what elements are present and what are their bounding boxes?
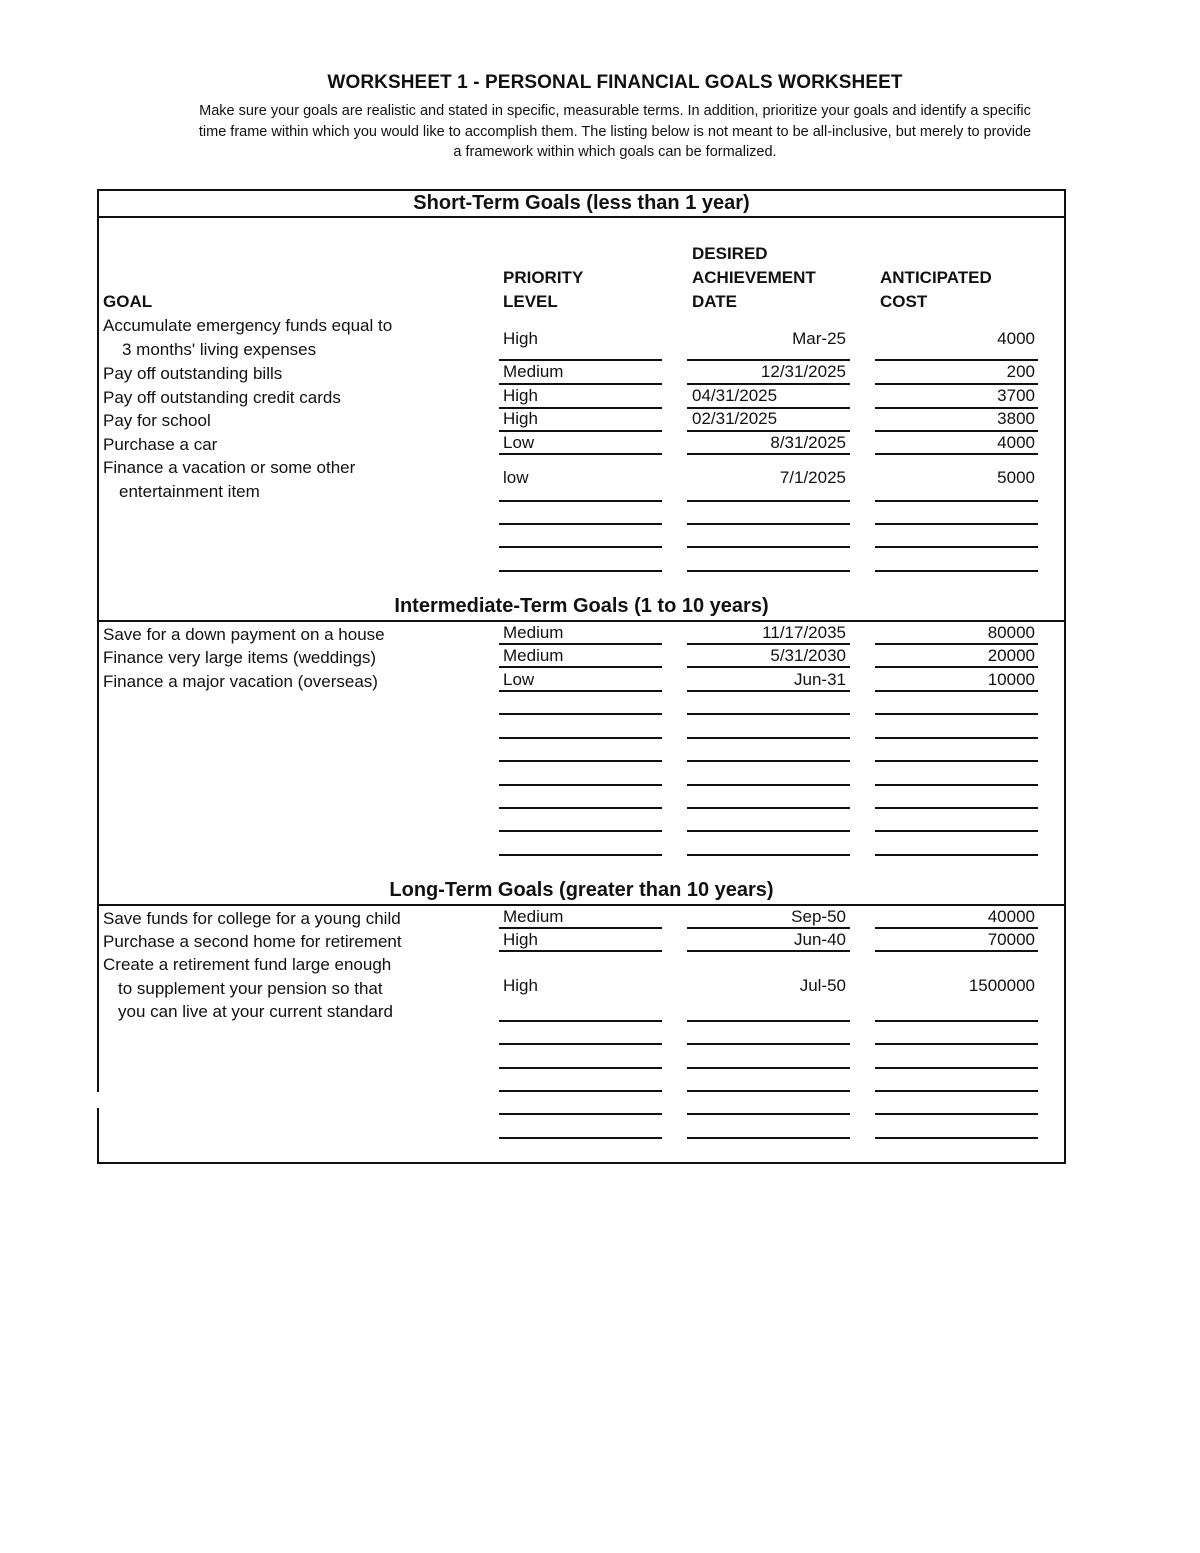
long-date-3: Jul-50: [799, 976, 846, 995]
short-date-3: 04/31/2025: [692, 386, 778, 405]
short-term-section-title: Short-Term Goals (less than 1 year): [413, 192, 750, 214]
intermediate-date-1: 11/17/2035: [762, 623, 846, 642]
long-term-divider: [97, 904, 1064, 906]
line: [499, 666, 662, 668]
short-priority-1: High: [503, 329, 538, 348]
line: [875, 784, 1038, 786]
line: [687, 666, 850, 668]
line: [499, 383, 662, 385]
line: [875, 643, 1038, 645]
line: [687, 1137, 850, 1139]
short-date-5: 8/31/2025: [770, 433, 846, 452]
intro-line-1: Make sure your goals are realistic and stated in specific, measurable terms. In addition, prioritize your goals and identify a specific: [199, 103, 1031, 119]
line: [499, 1067, 662, 1069]
intermediate-goal-1: Save for a down payment on a house: [103, 625, 385, 644]
line: [875, 1020, 1038, 1022]
intermediate-cost-1: 80000: [987, 623, 1035, 642]
short-cost-3: 3700: [997, 386, 1035, 405]
short-cost-6: 5000: [997, 468, 1035, 487]
line: [499, 1137, 662, 1139]
line: [687, 690, 850, 692]
intermediate-goal-2: Finance very large items (weddings): [103, 648, 377, 667]
line: [687, 523, 850, 525]
line: [875, 453, 1038, 455]
line: [875, 807, 1038, 809]
line: [875, 737, 1038, 739]
short-goal-6-line-2: entertainment item: [119, 481, 260, 501]
line: [687, 407, 850, 409]
intermediate-priority-2: Medium: [503, 646, 564, 665]
header-date-3: DATE: [692, 292, 738, 311]
short-date-1: Mar-25: [792, 329, 846, 348]
short-goal-1-line-2: 3 months' living expenses: [122, 339, 317, 359]
short-priority-6: low: [503, 468, 529, 487]
intermediate-date-2: 5/31/2030: [770, 646, 846, 665]
header-date-2: ACHIEVEMENT: [692, 268, 816, 287]
line: [687, 784, 850, 786]
short-term-divider: [97, 216, 1064, 218]
line: [875, 570, 1038, 572]
short-date-6: 7/1/2025: [779, 468, 846, 487]
short-goal-2: Pay off outstanding bills: [103, 364, 283, 383]
line: [499, 430, 662, 432]
line: [499, 407, 662, 409]
long-cost-1: 40000: [987, 907, 1035, 926]
line: [875, 1043, 1038, 1045]
line: [875, 546, 1038, 548]
line: [499, 546, 662, 548]
short-goal-1: [103, 314, 392, 361]
long-term-section-title: Long-Term Goals (greater than 10 years): [389, 879, 774, 901]
line: [875, 760, 1038, 762]
line: [875, 666, 1038, 668]
line: [499, 453, 662, 455]
line: [499, 643, 662, 645]
line: [687, 500, 850, 502]
line: [499, 359, 662, 361]
line: [687, 830, 850, 832]
line: [499, 807, 662, 809]
line: [687, 453, 850, 455]
short-goal-6: [103, 456, 355, 503]
line: [875, 500, 1038, 502]
line: [687, 760, 850, 762]
short-priority-2: Medium: [503, 362, 564, 381]
line: [875, 1090, 1038, 1092]
intermediate-cost-3: 10000: [987, 670, 1035, 689]
short-goal-3: Pay off outstanding credit cards: [103, 388, 341, 407]
frame-gap: [97, 1092, 99, 1108]
line: [499, 737, 662, 739]
intro-line-3: a framework within which goals can be formalized.: [453, 144, 777, 160]
intermediate-priority-3: Low: [503, 670, 535, 689]
long-cost-2: 70000: [987, 930, 1035, 949]
short-goal-6-line-1: Finance a vacation or some other: [103, 458, 356, 477]
intro-text: [104, 101, 1126, 163]
header-cost-2: COST: [880, 292, 928, 311]
short-priority-3: High: [503, 386, 538, 405]
line: [687, 807, 850, 809]
line: [875, 430, 1038, 432]
intermediate-date-3: Jun-31: [794, 670, 846, 689]
line: [687, 430, 850, 432]
line: [875, 359, 1038, 361]
line: [875, 383, 1038, 385]
line: [499, 784, 662, 786]
line: [687, 713, 850, 715]
long-priority-2: High: [503, 930, 538, 949]
line: [687, 737, 850, 739]
line: [687, 927, 850, 929]
intermediate-priority-1: Medium: [503, 623, 564, 642]
intermediate-cost-2: 20000: [987, 646, 1035, 665]
intermediate-term-divider: [97, 620, 1064, 622]
line: [875, 927, 1038, 929]
line: [499, 854, 662, 856]
line: [499, 1020, 662, 1022]
line: [499, 523, 662, 525]
long-cost-3: 1500000: [968, 976, 1035, 995]
long-goal-3: [103, 953, 393, 1024]
line: [875, 713, 1038, 715]
line: [499, 500, 662, 502]
short-date-2: 12/31/2025: [760, 362, 846, 381]
header-priority-2: LEVEL: [503, 292, 558, 311]
intermediate-term-section-title: Intermediate-Term Goals (1 to 10 years): [394, 595, 769, 617]
short-priority-5: Low: [503, 433, 535, 452]
long-goal-2: Purchase a second home for retirement: [103, 932, 402, 951]
header-goal: GOAL: [103, 292, 153, 311]
long-date-1: Sep-50: [791, 907, 846, 926]
intro-line-2: time frame within which you would like to accomplish them. The listing below is not meant to be all-inclusive, but merely to provide: [198, 123, 1032, 140]
line: [687, 1020, 850, 1022]
line: [499, 1113, 662, 1115]
line: [687, 643, 850, 645]
line: [499, 570, 662, 572]
line: [499, 1043, 662, 1045]
line: [687, 1043, 850, 1045]
line: [875, 690, 1038, 692]
long-date-2: Jun-40: [794, 930, 846, 949]
line: [875, 407, 1038, 409]
worksheet-title: WORKSHEET 1 - PERSONAL FINANCIAL GOALS WORKSHEET: [327, 72, 903, 93]
line: [687, 546, 850, 548]
line: [687, 570, 850, 572]
line: [499, 950, 662, 952]
header-cost-1: ANTICIPATED: [880, 268, 992, 287]
line: [687, 854, 850, 856]
line: [499, 927, 662, 929]
short-goal-4: Pay for school: [103, 411, 211, 430]
line: [875, 830, 1038, 832]
line: [499, 830, 662, 832]
short-priority-4: High: [503, 409, 538, 428]
short-goal-1-line-1: Accumulate emergency funds equal to: [103, 316, 393, 335]
short-date-4: 02/31/2025: [692, 409, 778, 428]
short-cost-5: 4000: [997, 433, 1035, 452]
long-priority-1: Medium: [503, 907, 564, 926]
short-cost-1: 4000: [997, 329, 1035, 348]
long-goal-3-line-2: to supplement your pension so that: [118, 978, 383, 998]
long-priority-3: High: [503, 976, 538, 995]
header-date-1: DESIRED: [692, 244, 768, 263]
intermediate-goal-3: Finance a major vacation (overseas): [103, 672, 378, 691]
line: [687, 950, 850, 952]
line: [875, 1113, 1038, 1115]
long-goal-1: Save funds for college for a young child: [103, 909, 401, 928]
line: [687, 383, 850, 385]
line: [875, 1067, 1038, 1069]
long-goal-3-line-3: you can live at your current standard: [118, 1002, 393, 1021]
long-goal-3-line-1: Create a retirement fund large enough: [103, 955, 392, 974]
line: [499, 713, 662, 715]
line: [499, 1090, 662, 1092]
line: [499, 760, 662, 762]
line: [687, 359, 850, 361]
line: [687, 1067, 850, 1069]
line: [875, 854, 1038, 856]
line: [687, 1113, 850, 1115]
line: [687, 1090, 850, 1092]
short-goal-5: Purchase a car: [103, 435, 218, 454]
line: [875, 523, 1038, 525]
line: [875, 1137, 1038, 1139]
short-cost-4: 3800: [997, 409, 1035, 428]
header-priority-1: PRIORITY: [503, 268, 584, 287]
short-cost-2: 200: [1006, 362, 1035, 381]
line: [499, 690, 662, 692]
line: [875, 950, 1038, 952]
